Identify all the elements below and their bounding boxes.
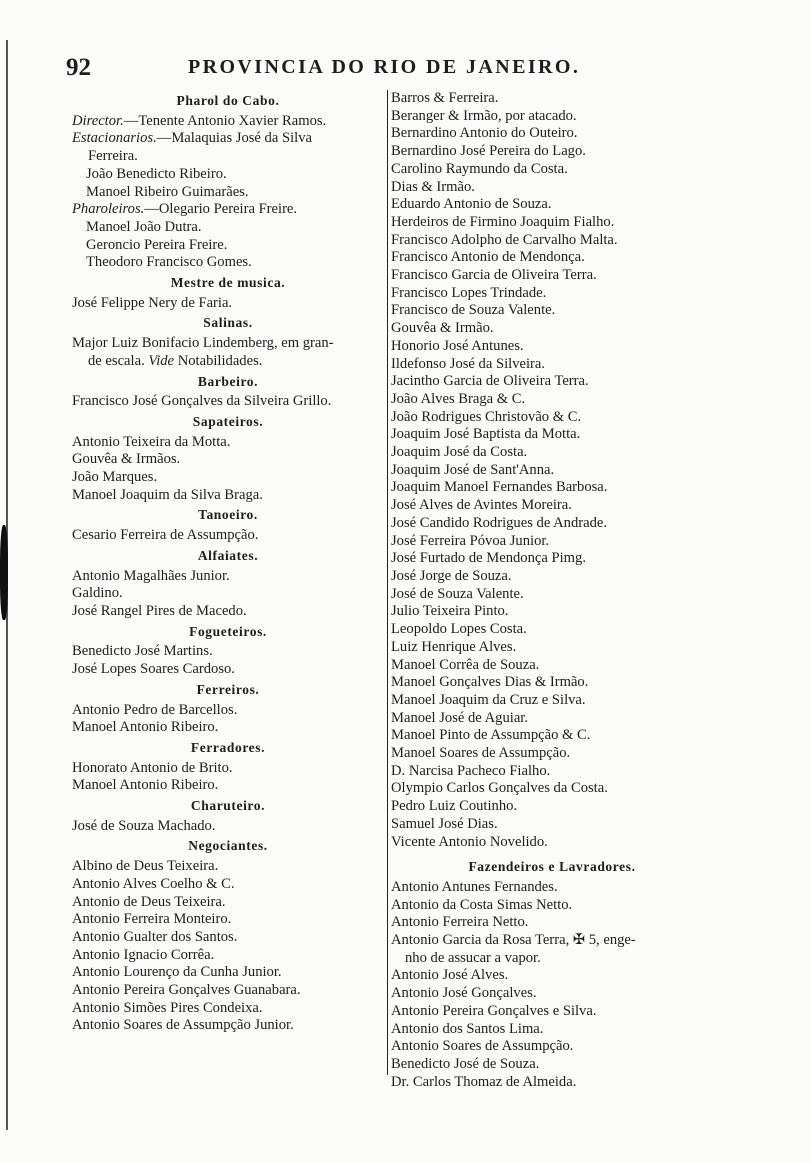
salinas-line2	[72, 353, 384, 371]
director-label: Director.	[72, 112, 124, 129]
fazendeiros-list-b	[391, 967, 713, 1091]
heading-mestre: Mestre de musica.	[170, 275, 286, 291]
salinas-vide: Vide	[148, 352, 175, 369]
list-item: Gouvêa & Irmão.	[391, 320, 494, 337]
list-item: José Candido Rodrigues de Andrade.	[391, 514, 608, 531]
list-item: Olympio Carlos Gonçalves da Costa.	[391, 780, 608, 797]
list-item: João Rodrigues Christovão & C.	[391, 408, 582, 425]
list-item: Antonio de Deus Teixeira.	[72, 893, 226, 910]
list-item: José de Souza Valente.	[391, 585, 524, 602]
estacionarios-label: Estacionarios.	[72, 130, 157, 147]
list-item: Vicente Antonio Novelido.	[391, 833, 548, 850]
list-item: Antonio Magalhães Junior.	[72, 567, 230, 584]
list-item: Antonio Ignacio Corrêa.	[72, 946, 215, 963]
column-divider	[387, 90, 388, 1075]
salinas-line1: Major Luiz Bonifacio Lindemberg, em gran-	[72, 335, 334, 352]
heading-charuteiro: Charuteiro.	[190, 798, 266, 814]
list-item: Manoel Pinto de Assumpção & C.	[391, 727, 591, 744]
list-item: Manoel Joaquim da Cruz e Silva.	[391, 691, 586, 708]
charuteiro-list	[72, 818, 384, 836]
ferradores-list	[72, 760, 384, 795]
list-item: Pedro Luiz Coutinho.	[391, 798, 518, 815]
list-item: Benedicto José de Souza.	[391, 1055, 540, 1072]
list-item: Antonio José Gonçalves.	[391, 985, 537, 1002]
list-item: Manoel Gonçalves Dias & Irmão.	[391, 674, 589, 691]
salinas-text-a: de escala.	[88, 352, 145, 369]
list-item: José Furtado de Mendonça Pimg.	[391, 550, 586, 567]
list-item: José Alves de Avintes Moreira.	[391, 497, 572, 514]
list-item: Antonio Teixeira da Motta.	[72, 433, 231, 450]
list-item: Albino de Deus Teixeira.	[72, 858, 219, 875]
list-item: Antonio Pereira Gonçalves Guanabara.	[72, 982, 301, 999]
fazendeiros-list-a	[391, 879, 713, 932]
list-item: Cesario Ferreira de Assumpção.	[72, 527, 259, 544]
estacionarios-line	[72, 130, 384, 148]
heading-salinas: Salinas.	[203, 315, 253, 331]
list-item: José Lopes Soares Cardoso.	[72, 661, 235, 678]
list-item: Antonio da Costa Simas Netto.	[391, 896, 573, 913]
estacionarios-text: —Malaquias José da Silva	[156, 130, 312, 147]
list-item: Manoel Corrêa de Souza.	[391, 656, 540, 673]
list-item: Antonio Soares de Assumpção.	[391, 1038, 574, 1055]
list-item: Manoel Antonio Ribeiro.	[72, 777, 219, 794]
list-item: Francisco Garcia de Oliveira Terra.	[391, 267, 597, 284]
list-item: Francisco Lopes Trindade.	[391, 284, 547, 301]
fazendeiros-garcia-line1: Antonio Garcia da Rosa Terra, ✠ 5, enge-	[391, 932, 636, 949]
list-item: Luiz Henrique Alves.	[391, 638, 517, 655]
list-item: Francisco Antonio de Mendonça.	[391, 249, 585, 266]
list-item: José Ferreira Póvoa Junior.	[391, 532, 550, 549]
running-head-title: PROVINCIA DO RIO DE JANEIRO.	[188, 56, 581, 78]
list-item: Antonio Lourenço da Cunha Junior.	[72, 964, 282, 981]
heading-barbeiro: Barbeiro.	[197, 373, 259, 389]
heading-ferreiros: Ferreiros.	[196, 681, 260, 697]
heading-ferradores: Ferradores.	[190, 739, 266, 755]
heading-negociantes: Negociantes.	[188, 838, 268, 854]
list-item: Dr. Carlos Thomaz de Almeida.	[391, 1073, 577, 1090]
list-item: Honorato Antonio de Brito.	[72, 759, 233, 776]
list-item: Manoel João Dutra.	[86, 218, 202, 235]
list-item: Barros & Ferreira.	[391, 90, 499, 106]
list-item: Joaquim Manoel Fernandes Barbosa.	[391, 479, 608, 496]
list-item: Antonio Pedro de Barcellos.	[72, 701, 238, 718]
list-item: Jacintho Garcia de Oliveira Terra.	[391, 373, 589, 390]
pharoleiros-text: —Olegario Pereira Freire.	[144, 201, 298, 218]
list-item: Joaquim José de Sant'Anna.	[391, 461, 555, 478]
list-item: João Alves Braga & C.	[391, 390, 526, 407]
list-item: Antonio Ferreira Netto.	[391, 914, 529, 931]
heading-tanoeiro: Tanoeiro.	[198, 507, 258, 523]
fazendeiros-garcia-line2: nho de assucar a vapor.	[405, 949, 541, 966]
list-item: Antonio Ferreira Monteiro.	[72, 911, 232, 928]
list-item: Gouvêa & Irmãos.	[72, 451, 181, 468]
list-item: José Jorge de Souza.	[391, 567, 512, 584]
salinas-text-b: Notabilidades.	[177, 352, 263, 369]
pharoleiros-list	[72, 219, 384, 272]
list-item: Joaquim José da Costa.	[391, 444, 528, 461]
list-item: Samuel José Dias.	[391, 815, 498, 832]
list-item: Manoel Ribeiro Guimarães.	[86, 183, 249, 200]
list-item: Bernardino José Pereira do Lago.	[391, 143, 586, 160]
list-item: Antonio Simões Pires Condeixa.	[72, 999, 263, 1016]
list-item: Herdeiros de Firmino Joaquim Fialho.	[391, 213, 615, 230]
estacionarios-list	[72, 166, 384, 201]
list-item: Manoel Soares de Assumpção.	[391, 745, 571, 762]
barbeiro-list	[72, 393, 384, 411]
mestre-list	[72, 295, 384, 313]
heading-pharol: Pharol do Cabo.	[176, 93, 280, 108]
negociantes-list	[72, 858, 384, 1035]
list-item: D. Narcisa Pacheco Fialho.	[391, 762, 551, 779]
list-item: Antonio Pereira Gonçalves e Silva.	[391, 1002, 597, 1019]
fogueteiros-list	[72, 643, 384, 678]
sapateiros-list	[72, 434, 384, 505]
list-item: Galdino.	[72, 585, 123, 602]
list-item: Manoel Antonio Ribeiro.	[72, 719, 219, 736]
pharoleiros-label: Pharoleiros.	[72, 201, 145, 218]
left-column	[72, 90, 384, 1035]
alfaiates-list	[72, 568, 384, 621]
list-item: Theodoro Francisco Gomes.	[86, 254, 252, 271]
page-number: 92	[66, 54, 91, 81]
binding-shadow	[0, 525, 8, 620]
list-item: João Benedicto Ribeiro.	[86, 165, 227, 182]
ferreiros-list	[72, 702, 384, 737]
heading-fazendeiros: Fazendeiros e Lavradores.	[468, 859, 636, 875]
list-item: Bernardino Antonio do Outeiro.	[391, 125, 578, 142]
tanoeiro-list	[72, 527, 384, 545]
list-item: Antonio Antunes Fernandes.	[391, 878, 558, 895]
list-item: Honorio José Antunes.	[391, 337, 524, 354]
list-item: Antonio Gualter dos Santos.	[72, 928, 238, 945]
director-line	[72, 113, 384, 131]
list-item: Joaquim José Baptista da Motta.	[391, 426, 581, 443]
list-item: Antonio Alves Coelho & C.	[72, 875, 235, 892]
list-item: Manoel Joaquim da Silva Braga.	[72, 486, 263, 503]
heading-sapateiros: Sapateiros.	[192, 413, 264, 429]
list-item: Beranger & Irmão, por atacado.	[391, 107, 577, 124]
list-item: José Felippe Nery de Faria.	[72, 294, 233, 311]
list-item: Antonio José Alves.	[391, 967, 509, 984]
list-item: Francisco Adolpho de Carvalho Malta.	[391, 231, 618, 248]
list-item: Manoel José de Aguiar.	[391, 709, 528, 726]
list-item: Geroncio Pereira Freire.	[86, 236, 228, 253]
list-item: José de Souza Machado.	[72, 817, 216, 834]
list-item: Antonio dos Santos Lima.	[391, 1020, 544, 1037]
negociantes-cont-list	[391, 90, 713, 851]
estacionarios-cont: Ferreira.	[88, 148, 138, 165]
list-item: Eduardo Antonio de Souza.	[391, 196, 552, 213]
list-item: Benedicto José Martins.	[72, 643, 213, 660]
director-text: —Tenente Antonio Xavier Ramos.	[123, 112, 327, 129]
heading-alfaiates: Alfaiates.	[197, 547, 259, 563]
list-item: Leopoldo Lopes Costa.	[391, 621, 527, 638]
list-item: Dias & Irmão.	[391, 178, 475, 195]
list-item: Francisco José Gonçalves da Silveira Grillo.	[72, 393, 332, 410]
list-item: Carolino Raymundo da Costa.	[391, 160, 568, 177]
list-item: José Rangel Pires de Macedo.	[72, 602, 247, 619]
list-item: Julio Teixeira Pinto.	[391, 603, 509, 620]
heading-fogueteiros: Fogueteiros.	[189, 623, 267, 639]
list-item: João Marques.	[72, 469, 158, 486]
pharoleiros-line	[72, 201, 384, 219]
list-item: Ildefonso José da Silveira.	[391, 355, 546, 372]
list-item: Antonio Soares de Assumpção Junior.	[72, 1017, 294, 1034]
list-item: Francisco de Souza Valente.	[391, 302, 556, 319]
right-column	[391, 90, 713, 1091]
